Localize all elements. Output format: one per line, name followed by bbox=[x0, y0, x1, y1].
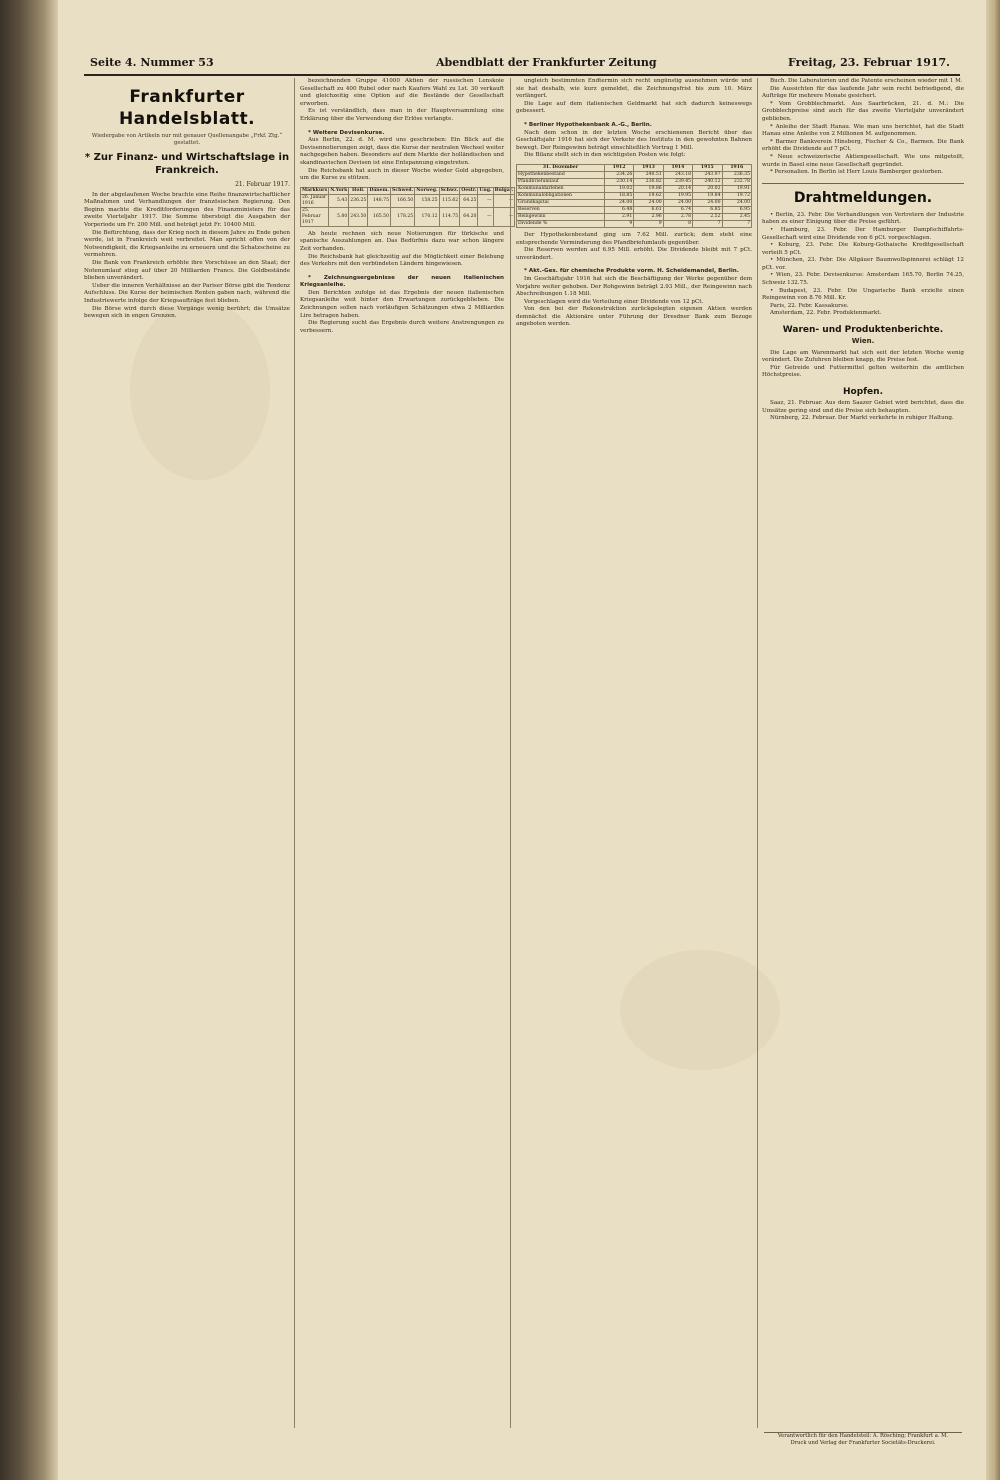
paragraph: * Neue schweizerische Aktiengesellschaft. Wie uns mitgeteilt, wurde in Basel eine neue Gesellschaft gegründet. bbox=[762, 153, 964, 168]
paragraph: Nürnberg, 22. Februar. Der Markt verkehrte in ruhiger Haltung. bbox=[770, 415, 954, 422]
masthead-note: Wiedergabe von Artikeln nur mit genauer Quellenangabe „Frkf. Ztg.“ gestattet. bbox=[91, 133, 283, 146]
column-4 bbox=[762, 78, 964, 1428]
paragraph: Ueber die inneren Verhältnisse an der Pariser Börse gibt die Tendenz Aufschluss. Die Kurse der heimischen Renten gaben nach, während die Industriewerte infolge der Kriegsaufträge fest blieben. bbox=[84, 282, 290, 304]
paragraph: • Budapest, 23. Febr. Die Ungarische Bank erzielte einen Reingewinn von 8.76 Mill. Kr. bbox=[762, 287, 964, 302]
column-rule bbox=[757, 78, 758, 1428]
article-title: * Zur Finanz- und Wirtschaftslage in Frankreich. bbox=[84, 152, 290, 176]
paragraph: • Hamburg, 23. Febr. Der Hamburger Dampfschiffahrts-Gesellschaft wird eine Dividende von 6 pCt. vorgeschlagen. bbox=[762, 226, 964, 241]
header-rule bbox=[84, 74, 960, 76]
paragraph: * Vom Grobblechmarkt. Aus Saarbrücken, 21. d. M.: Die Grobblechpreise sind auch für das zweite Vierteljahr unverändert geblieben. bbox=[762, 100, 964, 122]
imprint bbox=[764, 1432, 962, 1463]
article-heading: * Zeichnungsergebnisse der neuen italienischen Kriegsanleihe. bbox=[300, 274, 504, 289]
article-body bbox=[762, 212, 964, 318]
paragraph: Die Lage auf dem italienischen Geldmarkt hat sich dadurch keineswegs gebessert. bbox=[516, 100, 752, 115]
article-body bbox=[762, 78, 964, 177]
paragraph: Die Aussichten für das laufende Jahr sein recht befriedigend, die Aufträge für mehrere Monate gesichert. bbox=[762, 85, 964, 100]
paragraph: Die Reserven werden auf 6.95 Mill. erhöht. Die Dividende bleibt mit 7 pCt. unverändert. bbox=[516, 247, 752, 261]
paragraph: Vorgeschlagen wird die Verteilung einer Dividende von 12 pCt. bbox=[524, 298, 704, 305]
paragraph: bezeichnenden Gruppe 41000 Aktien der russischen Lenskoie Gesellschaft zu 400 Rubel oder nach Kaufers Wahl zu Lst. 30 verkauft und gleichzeitig eine Option auf die Bestände der Gesellschaft erworben. bbox=[300, 78, 504, 107]
paragraph: Die Befürchtung, dass der Krieg noch in diesem Jahre zu Ende gehen werde, ist in Frankreich weit verbreitet. Man spricht offen von der Notwendigkeit, die Kriegsanleihe zu erneuern und die Schatzscheine zu vermehren. bbox=[84, 229, 290, 259]
article-body bbox=[516, 130, 752, 160]
article-body bbox=[516, 232, 752, 262]
running-header bbox=[66, 54, 970, 72]
paragraph: Im Geschäftsjahr 1916 hat sich die Beschäftigung der Werke gegenüber dem Vorjahre weiter gehoben. Der Rohgewinn beträgt 2.93 Mill., der Reingewinn nach Abschreibungen 1.18 Mill. bbox=[516, 275, 752, 298]
paragraph: Die Lage am Warenmarkt hat sich seit der letzten Woche wenig verändert. Die Zufuhren bleiben knapp, die Preise fest. bbox=[762, 349, 964, 364]
page-number-label: Seite 4. Nummer 53 bbox=[90, 56, 214, 69]
paragraph: Die Reichsbank hat gleichzeitig auf die Möglichkeit einer Belebung des Verkehrs mit den verbündeten Ländern hingewiesen. bbox=[300, 253, 504, 268]
book-spine bbox=[0, 0, 58, 1480]
paragraph: Die Bilanz stellt sich in den wichtigsten Posten wie folgt: bbox=[524, 152, 686, 159]
section-heading-waren: Waren- und Produktenberichte. bbox=[782, 325, 944, 336]
paragraph: * Anleihe der Stadt Hanau. Wie man uns berichtet, hat die Stadt Hanau eine Anleihe von 2 Millionen M. aufgenommen. bbox=[762, 123, 964, 138]
article-dateline: 21. Februar 1917. bbox=[235, 181, 290, 188]
article-body bbox=[300, 78, 504, 124]
column-rule bbox=[510, 78, 511, 1428]
paragraph: Den Berichten zufolge ist das Ergebnis der neuen italienischen Kriegsanleihe weit hinter den Erwartungen zurückgeblieben. Die Zeichnungen sollen nach vorläufigen Schätzungen etwa 2 Milliarden Lire betragen haben. bbox=[300, 289, 504, 319]
column-3 bbox=[516, 78, 752, 1428]
section-heading-hopfen: Hopfen. bbox=[842, 387, 883, 397]
paragraph: Ab heute rechnen sich neue Notierungen für türkische und spanische Auszahlungen an. Das Bedürfnis dazu war schon längere Zeit vorhanden. bbox=[300, 230, 504, 252]
paragraph: Die Reichsbank hat auch in dieser Woche wieder Gold abgegeben, um die Kurse zu stützen. bbox=[300, 167, 504, 182]
article-body bbox=[300, 137, 504, 183]
article-body bbox=[516, 78, 752, 116]
paragraph: • München, 23. Febr. Die Allgäuer Baumwollspinnerei schlägt 12 pCt. vor. bbox=[762, 257, 964, 271]
column-2 bbox=[300, 78, 514, 1428]
article-heading: * Weitere Devisenkurse. bbox=[308, 129, 385, 136]
paragraph: Für Getreide und Futtermittel gelten weiterhin die amtlichen Höchstpreise. bbox=[762, 364, 964, 379]
paragraph: • Koburg, 23. Febr. Die Koburg-Gothaische Kreditgesellschaft verteilt 5 pCt. bbox=[762, 242, 964, 256]
paragraph: • Berlin, 23. Febr. Die Verhandlungen von Vertretern der Industrie haben zu einer Einigung über die Preise geführt. bbox=[762, 211, 964, 226]
column-rule bbox=[294, 78, 295, 1428]
balance-table: 31. Dezember 1912 1913 1914 1915 1916 Hypothekenbestand 234.26 240.51 243.18 243.97 236.35 Pfandbriefumlauf 230.14 236.82 239.45 240.12 232.78 Kommunaldarlehen 19.02 19.86 20.14 20.02 19.91 Kommunalobligationen 18.85 19.62 19.95 19.84 19.72 Grundkapital 24.00 24.00 24.00 24.00 24.00 Reserven 6.48 6.61 6.74 6.85 6.95 Reingewinn 2.91 2.96 2.78 2.52 2.45 Dividende % 9 9 8 7 7 bbox=[518, 164, 750, 226]
page-edge bbox=[986, 0, 1000, 1480]
paragraph: Nach dem schon in der letzten Woche erschienenen Bericht über das Geschäftsjahr 1916 hat sich der Verkehr des Instituts in den gewohnten Bahnen bewegt. Der Reingewinn beträgt einschließlich Vortrag 1 Mill. bbox=[516, 129, 752, 151]
article-body bbox=[300, 290, 504, 336]
paragraph: * Barmer Bankverein Hinsberg, Fischer & Co., Barmen. Die Bank erhöht die Dividende auf 7 pCt. bbox=[762, 138, 964, 153]
imprint-line: Verantwortlich für den Handelsteil: A. Rösching; Frankfurt a. M. bbox=[777, 1433, 949, 1439]
paragraph: Es ist verständlich, dass man in der Hauptversammlung eine Erklärung über die Verwendung der Erlöse verlangte. bbox=[300, 108, 504, 122]
column-1 bbox=[84, 78, 290, 1428]
section-subheading: Wien. bbox=[851, 337, 875, 346]
paragraph: Paris, 22. Febr. Kassakurse. bbox=[770, 302, 849, 309]
article-body bbox=[300, 231, 504, 269]
section-heading-drahtmeldungen: Drahtmeldungen. bbox=[762, 183, 964, 208]
paper-stain bbox=[620, 950, 780, 1070]
paragraph: Die Bank von Frankreich erhöhte ihre Vorschüsse an den Staat; der Notenumlauf stieg auf über 20 Milliarden Francs. Die Goldbestände blieben unverändert. bbox=[84, 259, 290, 282]
paragraph: Aus Berlin, 22. d. M. wird uns geschrieben: Ein Blick auf die Devisennotierungen zeigt, dass die Kurse der neutralen Wechsel weiter nachgegeben haben. Besonders auf dem Markte der holländischen und skandinavischen Devisen ist eine Entspannung eingetreten. bbox=[300, 137, 504, 166]
article-heading: * Berliner Hypothekenbank A.-G., Berlin. bbox=[524, 121, 652, 128]
paragraph: Die Börse wird durch diese Vorgänge wenig berührt; die Umsätze bewegen sich in engen Grenzen. bbox=[84, 305, 290, 320]
paragraph: • Wien, 23. Febr. Devisenkurse: Amsterdam 165.70, Berlin 74.25, Schweiz 132.75. bbox=[762, 272, 964, 287]
paragraph: Die Regierung sucht das Ergebnis durch weitere Anstrengungen zu verbessern. bbox=[300, 320, 504, 334]
paragraph: In der abgelaufenen Woche brachte eine Reihe finanzwirtschaftlicher Maßnahmen und Verhandlungen der französischen Regierung. Den Beginn machte die Kreditforderungen des Finanzministers für das zweite Vierteljahr 1917. Die Summe übersteigt die Ausgaben der Vorperiode um Fr. 200 Mill. und beträgt jetzt Fr. 10400 Mill. bbox=[84, 191, 290, 228]
article-body bbox=[516, 276, 752, 329]
paragraph: Saaz, 21. Februar. Aus dem Saazer Gebiet wird berichtet, dass die Umsätze gering sind und die Preise sich behaupten. bbox=[762, 400, 964, 414]
paragraph: Amsterdam, 22. Febr. Produktenmarkt. bbox=[770, 310, 882, 317]
paragraph: ungleich bestimmten Endtermin sich recht ungünstig ausnehmen würde und sie hat deshalb, wie kurz gemeldet, die Zeichnungsfrist bis zum 10. März verlängert. bbox=[516, 78, 752, 100]
article-body bbox=[762, 400, 964, 423]
paragraph: Der Hypothekenbestand ging um 7.62 Mill. zurück; dem steht eine entsprechende Verminderung des Pfandbriefumlaufs gegenüber. bbox=[516, 231, 752, 246]
paragraph: Buch. Die Laboratorien und die Patente erscheinen wieder mit 1 M. bbox=[770, 78, 963, 84]
newspaper-name: Abendblatt der Frankfurter Zeitung bbox=[436, 56, 657, 69]
paragraph: * Personalien. In Berlin ist Herr Louis Bamberger gestorben. bbox=[770, 169, 944, 176]
imprint-line: Druck und Verlag der Frankfurter Societäts-Druckerei. bbox=[790, 1440, 936, 1446]
paper-stain bbox=[130, 300, 270, 480]
article-body bbox=[762, 350, 964, 380]
exchange-rate-table: Markkurs N.York Holl. Dänem. Schwed. Norweg. Schwz. Oestr. Ung. Bulgar. 26. Januar 1916 5.43 236.25 148.75 166.50 158.25 115.62 64.25 — — 25. Februar 1917 5.80 243.50 165.50 178.25 170.12 114.75 64.20 — — bbox=[302, 187, 514, 225]
issue-date: Freitag, 23. Februar 1917. bbox=[787, 56, 950, 69]
section-masthead: Frankfurter Handelsblatt. bbox=[118, 87, 256, 129]
paragraph: Von den bei der Rekonstruktion zurückgelegten eigenen Aktien werden demnächst die Aktionäre unter Führung der Dresdner Bank zum Bezuge angeboten werden. bbox=[516, 306, 752, 328]
article-heading: * Akt.-Ges. für chemische Produkte vorm. H. Scheidemandel, Berlin. bbox=[524, 268, 739, 275]
